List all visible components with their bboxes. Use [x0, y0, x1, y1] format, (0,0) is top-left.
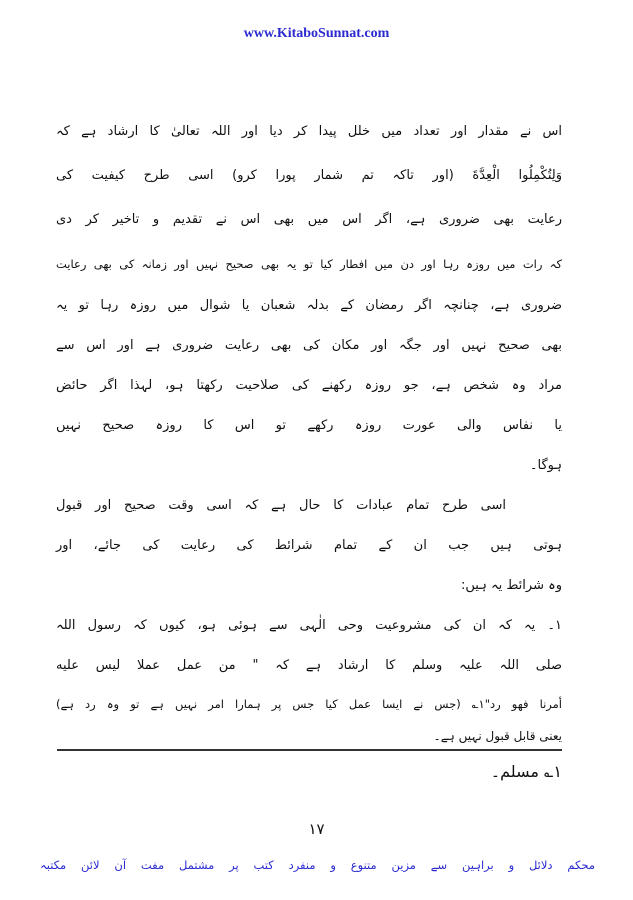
body-line: ضروری ہے، چنانچہ اگر رمضان کے بدلہ شعبان یا شوال میں روزہ رہا تو یہ [56, 298, 562, 313]
body-line: یعنی قابل قبول نہیں ہے۔ [433, 729, 562, 743]
body-line: اس نے مقدار اور تعداد میں خلل پیدا کر دیا اور اللہ تعالیٰ کا ارشاد ہے کہ [56, 124, 562, 139]
body-line: ۱۔ یہ کہ ان کی مشروعیت وحی الٰہی سے ہوئی ہو، کیوں کہ رسول اللہ [56, 618, 562, 633]
body-line: مراد وہ شخص ہے، جو روزہ رکھنے کی صلاحیت رکھتا ہو، لہذا اگر حائض [56, 378, 562, 393]
footnote-divider [57, 749, 562, 751]
body-line: أمرنا فهو رد"۱؎ (جس نے ایسا عمل کیا جس پر ہمارا امر نہیں ہے تو وہ رد ہے) [56, 697, 562, 711]
body-line: رعایت بھی ضروری ہے، اگر اس میں بھی اس نے تقدیم و تاخیر کر دی [56, 212, 562, 227]
body-line: بھی صحیح نہیں اور جگہ اور مکان کی بھی رعایت ضروری ہے اور اس سے [56, 338, 562, 353]
body-line: کہ رات میں روزہ رہا اور دن میں افطار کیا تو یہ بھی صحیح نہیں اور زمانہ کی بھی رعایت [56, 257, 562, 271]
footer-tagline: محکم دلائل و براہین سے مزین متنوع و منفرد کتب پر مشتمل مفت آن لائن مکتبہ [40, 858, 595, 872]
body-line: اسی طرح تمام عبادات کا حال ہے کہ اسی وقت صحیح اور قبول [56, 498, 506, 513]
body-line: ہوتی ہیں جب ان کے تمام شرائط کی رعایت کی جائے، اور [56, 538, 562, 553]
body-line: ہوگا۔ [529, 458, 562, 473]
body-line: وہ شرائط یہ ہیں: [461, 578, 562, 593]
body-line: وَلِتُكْمِلُوا الْعِدَّةَ (اور تاکہ تم شمار پورا کرو) اسی طرح کیفیت کی [56, 168, 562, 183]
page-number: ۱۷ [308, 820, 325, 838]
footnote: ۱؎ مسلم۔ [490, 762, 562, 781]
body-line: صلی اللہ علیہ وسلم کا ارشاد ہے کہ " من عمل عملا ليس عليه [56, 658, 562, 673]
site-header-link[interactable]: www.KitaboSunnat.com [243, 26, 390, 41]
body-line: یا نفاس والی عورت روزہ رکھے تو اس کا روزہ صحیح نہیں [56, 418, 562, 433]
